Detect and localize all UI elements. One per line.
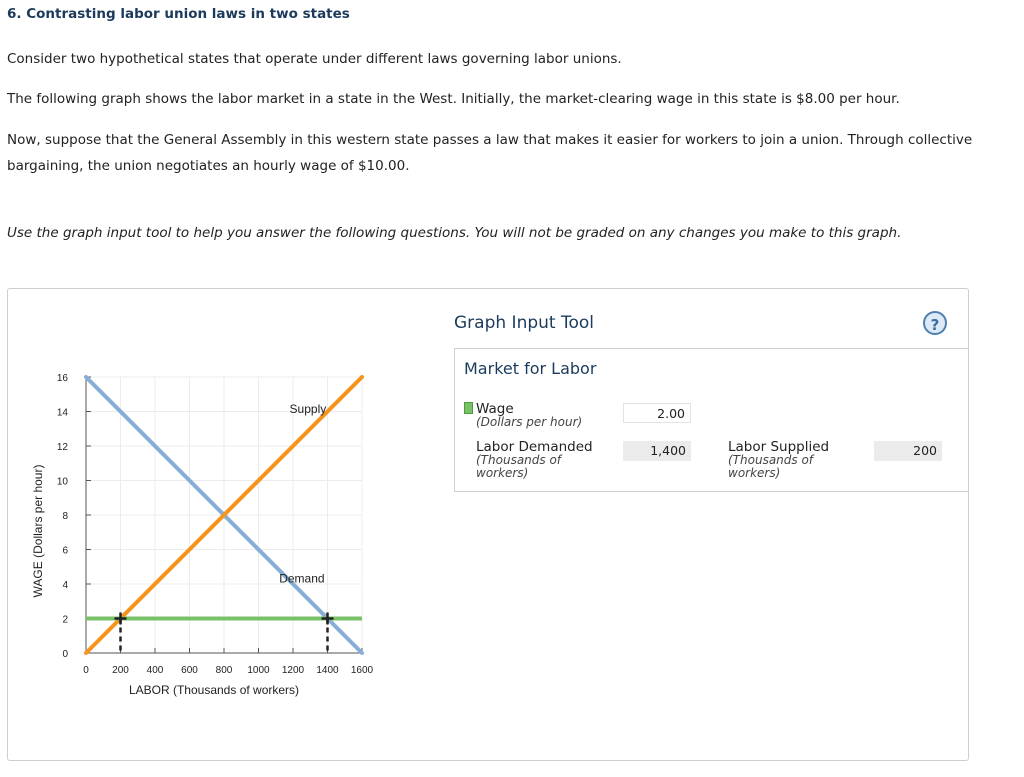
x-tick-label: 200 [112,665,129,676]
supplied-label: Labor Supplied [728,439,830,455]
y-tick-label: 6 [62,545,68,557]
market-title: Market for Labor [464,359,597,378]
demanded-row-label [476,440,606,480]
intro-paragraph: Consider two hypothetical states that operate under different laws governing labor unions. [7,51,622,67]
x-tick-label: 1200 [281,665,305,676]
wage-row-label [464,402,582,429]
x-tick-label: 1000 [247,665,270,676]
graph-input-table [454,348,969,492]
x-tick-label: 0 [83,665,89,676]
y-tick-label: 10 [56,476,68,488]
y-axis-title: WAGE (Dollars per hour) [31,464,45,598]
labor-demanded-value: 1,400 [623,441,691,461]
x-tick-label: 800 [215,665,233,676]
demanded-label: Labor Demanded [476,439,593,455]
graph-description: The following graph shows the labor market in a state in the West. Initially, the market-clearing wage in this state is $8.00 per hour. [7,91,900,107]
x-axis-title: LABOR (Thousands of workers) [128,683,300,697]
x-tick-label: 600 [181,665,198,676]
wage-swatch-icon [464,402,473,414]
wage-units: (Dollars per hour) [476,415,583,429]
supply-label: Supply [289,402,327,417]
wage-label: Wage [476,401,514,417]
y-tick-label: 2 [62,614,68,626]
wage-input[interactable]: 2.00 [623,403,691,423]
y-tick-label: 14 [56,407,68,419]
labor-market-chart[interactable] [8,289,448,759]
x-tick-label: 1600 [350,665,374,676]
y-tick-label: 4 [62,580,68,591]
instructions: Use the graph input tool to help you answer the following questions. You will not be graded on any changes you make to this graph. [7,225,902,241]
y-tick-label: 16 [56,373,68,384]
x-tick-label: 400 [146,665,164,676]
x-tick-label: 1400 [316,665,339,676]
demanded-units: (Thousands of workers) [476,453,562,480]
labor-supplied-value: 200 [874,441,942,461]
graph-input-tool-title: Graph Input Tool [454,313,594,333]
y-tick-label: 12 [56,442,68,453]
y-tick-label: 0 [62,649,68,660]
help-icon[interactable]: ? [923,311,947,335]
supplied-units: (Thousands of workers) [728,453,814,480]
demand-label: Demand [279,571,325,586]
supplied-row-label [728,440,858,480]
y-tick-label: 8 [62,511,68,522]
graph-panel [7,288,969,761]
union-scenario: Now, suppose that the General Assembly in this western state passes a law that makes it easier for workers to join a union. Through collective bargaining, the union negotiates an hourly wage of $10.00. [7,132,973,174]
question-title: 6. Contrasting labor union laws in two states [7,6,350,22]
